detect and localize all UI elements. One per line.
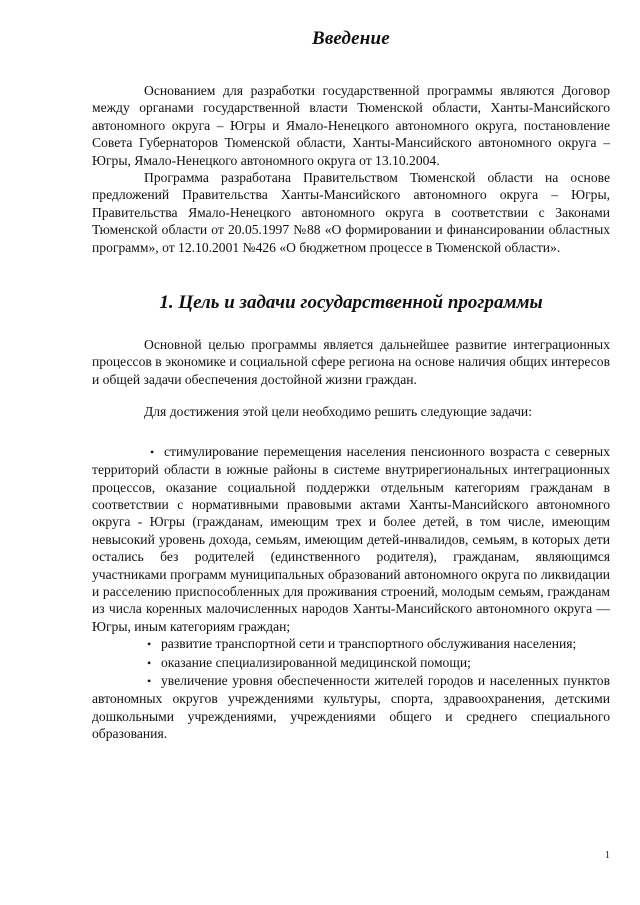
page-number: 1 [605,850,610,861]
bullet-icon: • [147,655,152,670]
task-item [92,443,610,635]
bullet-icon: • [150,444,155,459]
document-title: Введение [312,28,390,49]
task-text: развитие транспортной сети и транспортного обслуживания населения; [161,636,577,652]
task-text: увеличение уровня обеспеченности жителей городов и населенных пунктов автономных округов учреждениями культуры, спорта, здравоохранения, детскими дошкольными учреждениями, учреждениями общего и среднего специального образования. [92,672,610,742]
task-item [92,654,610,672]
tasks-lead-paragraph: Для достижения этой цели необходимо решить следующие задачи: [144,404,532,420]
intro-paragraph-2: Программа разработана Правительством Тюменской области на основе предложений Правительства Ханты-Мансийского автономного округа – Югры, Правительства Ямало-Ненецкого автономного округа в соответствии с Законами Тюменской области от 20.05.1997 №88 «О формировании и финансировании областных программ», от 12.10.2001 №426 «О бюджетном процессе в Тюменской области». [92,170,610,255]
bullet-icon: • [147,637,152,652]
task-item [92,635,610,653]
intro-paragraph-1: Основанием для разработки государственной программы являются Договор между органами государственной власти Тюменской области, Ханты-Мансийского автономного округа – Югры и Ямало-Ненецкого автономного округа, постановление Совета Губернаторов Тюменской области, Ханты-Мансийского автономного округа – Югры, Ямало-Ненецкого автономного округа от 13.10.2004. [92,83,610,168]
goal-paragraph: Основной целью программы является дальнейшее развитие интеграционных процессов в экономике и социальной сфере региона на основе наличия общих интересов и общей задачи обеспечения достойной жизни граждан. [92,337,610,387]
task-item [92,672,610,743]
task-text: стимулирование перемещения населения пенсионного возраста с северных территорий области в южные районы в системе внутрирегиональных интеграционных процессов, оказание социальной поддержки отдельным категориям гражданам в соответствии с нормативными правовыми актами Ханты-Мансийского автономного округа - Югры (гражданам, имеющим трех и более детей, в том числе, имеющим невысокий уровень дохода, семьям, имеющим детей-инвалидов, семьям, в которых дети остались без родителей (единственного родителя), гражданам, являющимся участниками программ муниципальных образований автономного округа по ликвидации и расселению приспособленных для проживания строений, молодым семьям, гражданам из числа коренных малочисленных народов Ханты-Мансийского автономного округа — Югры, иным категориям граждан; [92,443,610,634]
bullet-icon: • [147,673,152,688]
tasks-list [92,443,610,743]
task-text: оказание специализированной медицинской помощи; [161,654,471,670]
section-1-heading: 1. Цель и задачи государственной программы [159,292,543,314]
